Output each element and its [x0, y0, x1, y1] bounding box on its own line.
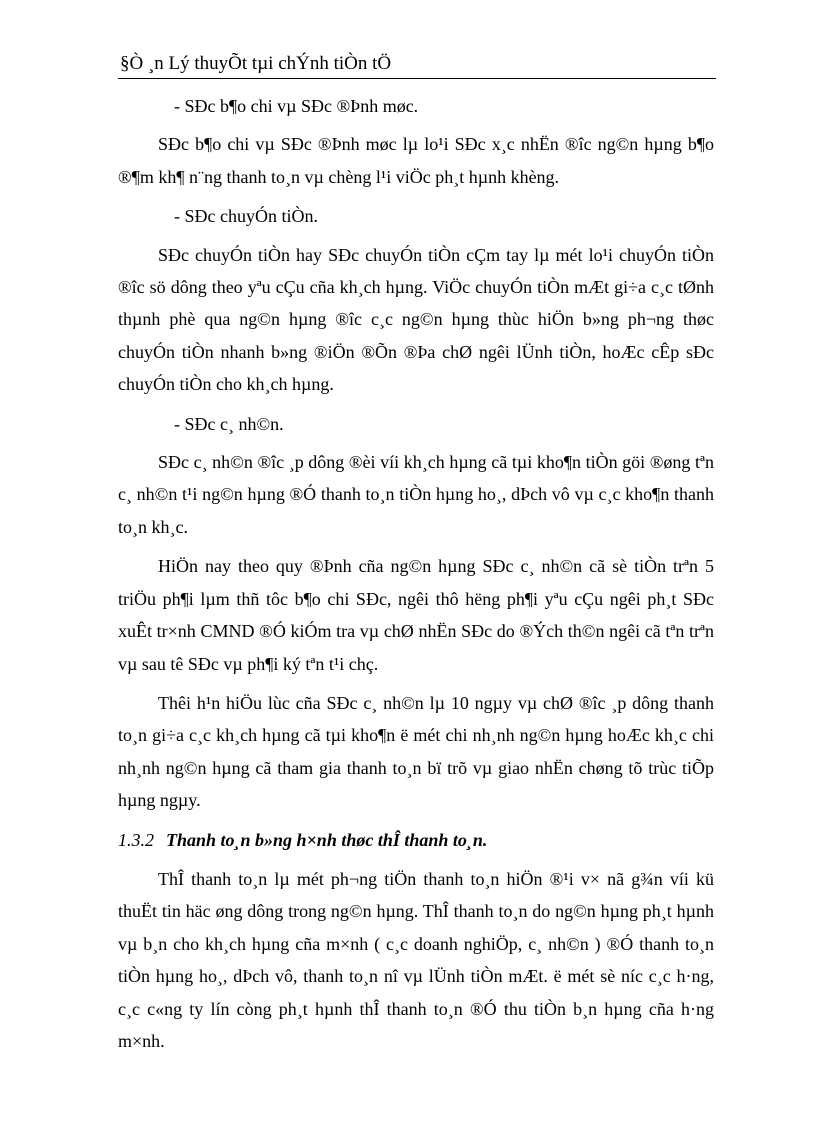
header-rule [118, 78, 716, 79]
page-header: §Ò ¸n Lý thuyÕt tµi chÝnh tiÒn tÖ [120, 53, 392, 74]
paragraph-hieu-luc: Thêi h¹n hiÖu lùc cña SÐc c¸ nh©n lµ 10 ngµy vµ chØ ®îc ¸p dông thanh to¸n gi÷a c¸c kh¸ch hµng cã tµi kho¶n ë mét chi nh¸nh ng©n hµng hoÆc kh¸c chi nh¸nh ng©n hµng cã tham gia thanh to¸n bï trõ vµ giao nhËn chøng tõ trùc tiÕp hµng ngµy. [118, 692, 714, 811]
list-item-bao-chi: - SÐc b¶o chi vµ SÐc ®Þnh møc. [174, 96, 419, 116]
paragraph-quy-dinh: HiÖn nay theo quy ®Þnh cña ng©n hµng SÐc c¸ nh©n cã sè tiÒn trªn 5 triÖu ph¶i lµm thñ tôc b¶o chi SÐc, ngêi thô hëng ph¶i yªu cÇu ngêi ph¸t SÐc xuÊt tr×nh CMND ®Ó kiÓm tra vµ chØ nhËn SÐc do ®Ých th©n ngêi cã tªn trªn vµ sau tê SÐc vµ ph¶i ký tªn t¹i chç. [118, 556, 714, 674]
section-number: 1.3.2 [118, 829, 154, 850]
paragraph-the-thanh-toan: ThÎ thanh to¸n lµ mét ph¬ng tiÖn thanh to¸n hiÖn ®¹i v× nã g¾n víi kü thuËt tin häc øng dông trong ng©n hµng. ThÎ thanh to¸n do ng©n hµng ph¸t hµnh vµ b¸n cho kh¸ch hµng cña m×nh ( c¸c doanh nghiÖp, c¸ nh©n ) ®Ó thanh to¸n tiÒn hµng ho¸, dÞch vô, thanh to¸n nî vµ lÜnh tiÒn mÆt. ë mét sè níc c¸c h·ng, c¸c c«ng ty lín còng ph¸t hµnh thÎ thanh to¸n ®Ó thu tiÒn b¸n hµng cña h·ng m×nh. [118, 868, 714, 1051]
section-heading [118, 824, 714, 856]
paragraph-bao-chi: SÐc b¶o chi vµ SÐc ®Þnh møc lµ lo¹i SÐc x¸c nhËn ®îc ng©n hµng b¶o ®¶m kh¶ n¨ng thanh to¸n vµ chèng l¹i viÖc ph¸t hµnh khèng. [118, 134, 714, 187]
list-item-chuyen-tien: - SÐc chuyÓn tiÒn. [174, 206, 318, 227]
section-title: Thanh to¸n b»ng h×nh thøc thÎ thanh to¸n. [166, 829, 488, 850]
paragraph-chuyen-tien: SÐc chuyÓn tiÒn hay SÐc chuyÓn tiÒn cÇm tay lµ mét lo¹i chuyÓn tiÒn ®îc sö dông theo yªu cÇu cña kh¸ch hµng. ViÖc chuyÓn tiÒn mÆt gi÷a c¸c tØnh thµnh phè qua ng©n hµng ®îc c¸c ng©n hµng thùc hiÖn b»ng ph¬ng thøc chuyÓn tiÒn nhanh b»ng ®iÖn ®Õn ®Þa chØ ngêi lÜnh tiÒn, hoÆc cÊp sÐc chuyÓn tiÒn cho kh¸ch hµng. [118, 244, 714, 395]
list-item-ca-nhan: - SÐc c¸ nh©n. [174, 413, 284, 434]
paragraph-ca-nhan: SÐc c¸ nh©n ®îc ¸p dông ®èi víi kh¸ch hµng cã tµi kho¶n tiÒn göi ®øng tªn c¸ nh©n t¹i ng©n hµng ®Ó thanh to¸n tiÒn hµng ho¸, dÞch vô vµ c¸c kho¶n thanh to¸n kh¸c. [118, 452, 714, 537]
document-body [118, 88, 714, 1064]
